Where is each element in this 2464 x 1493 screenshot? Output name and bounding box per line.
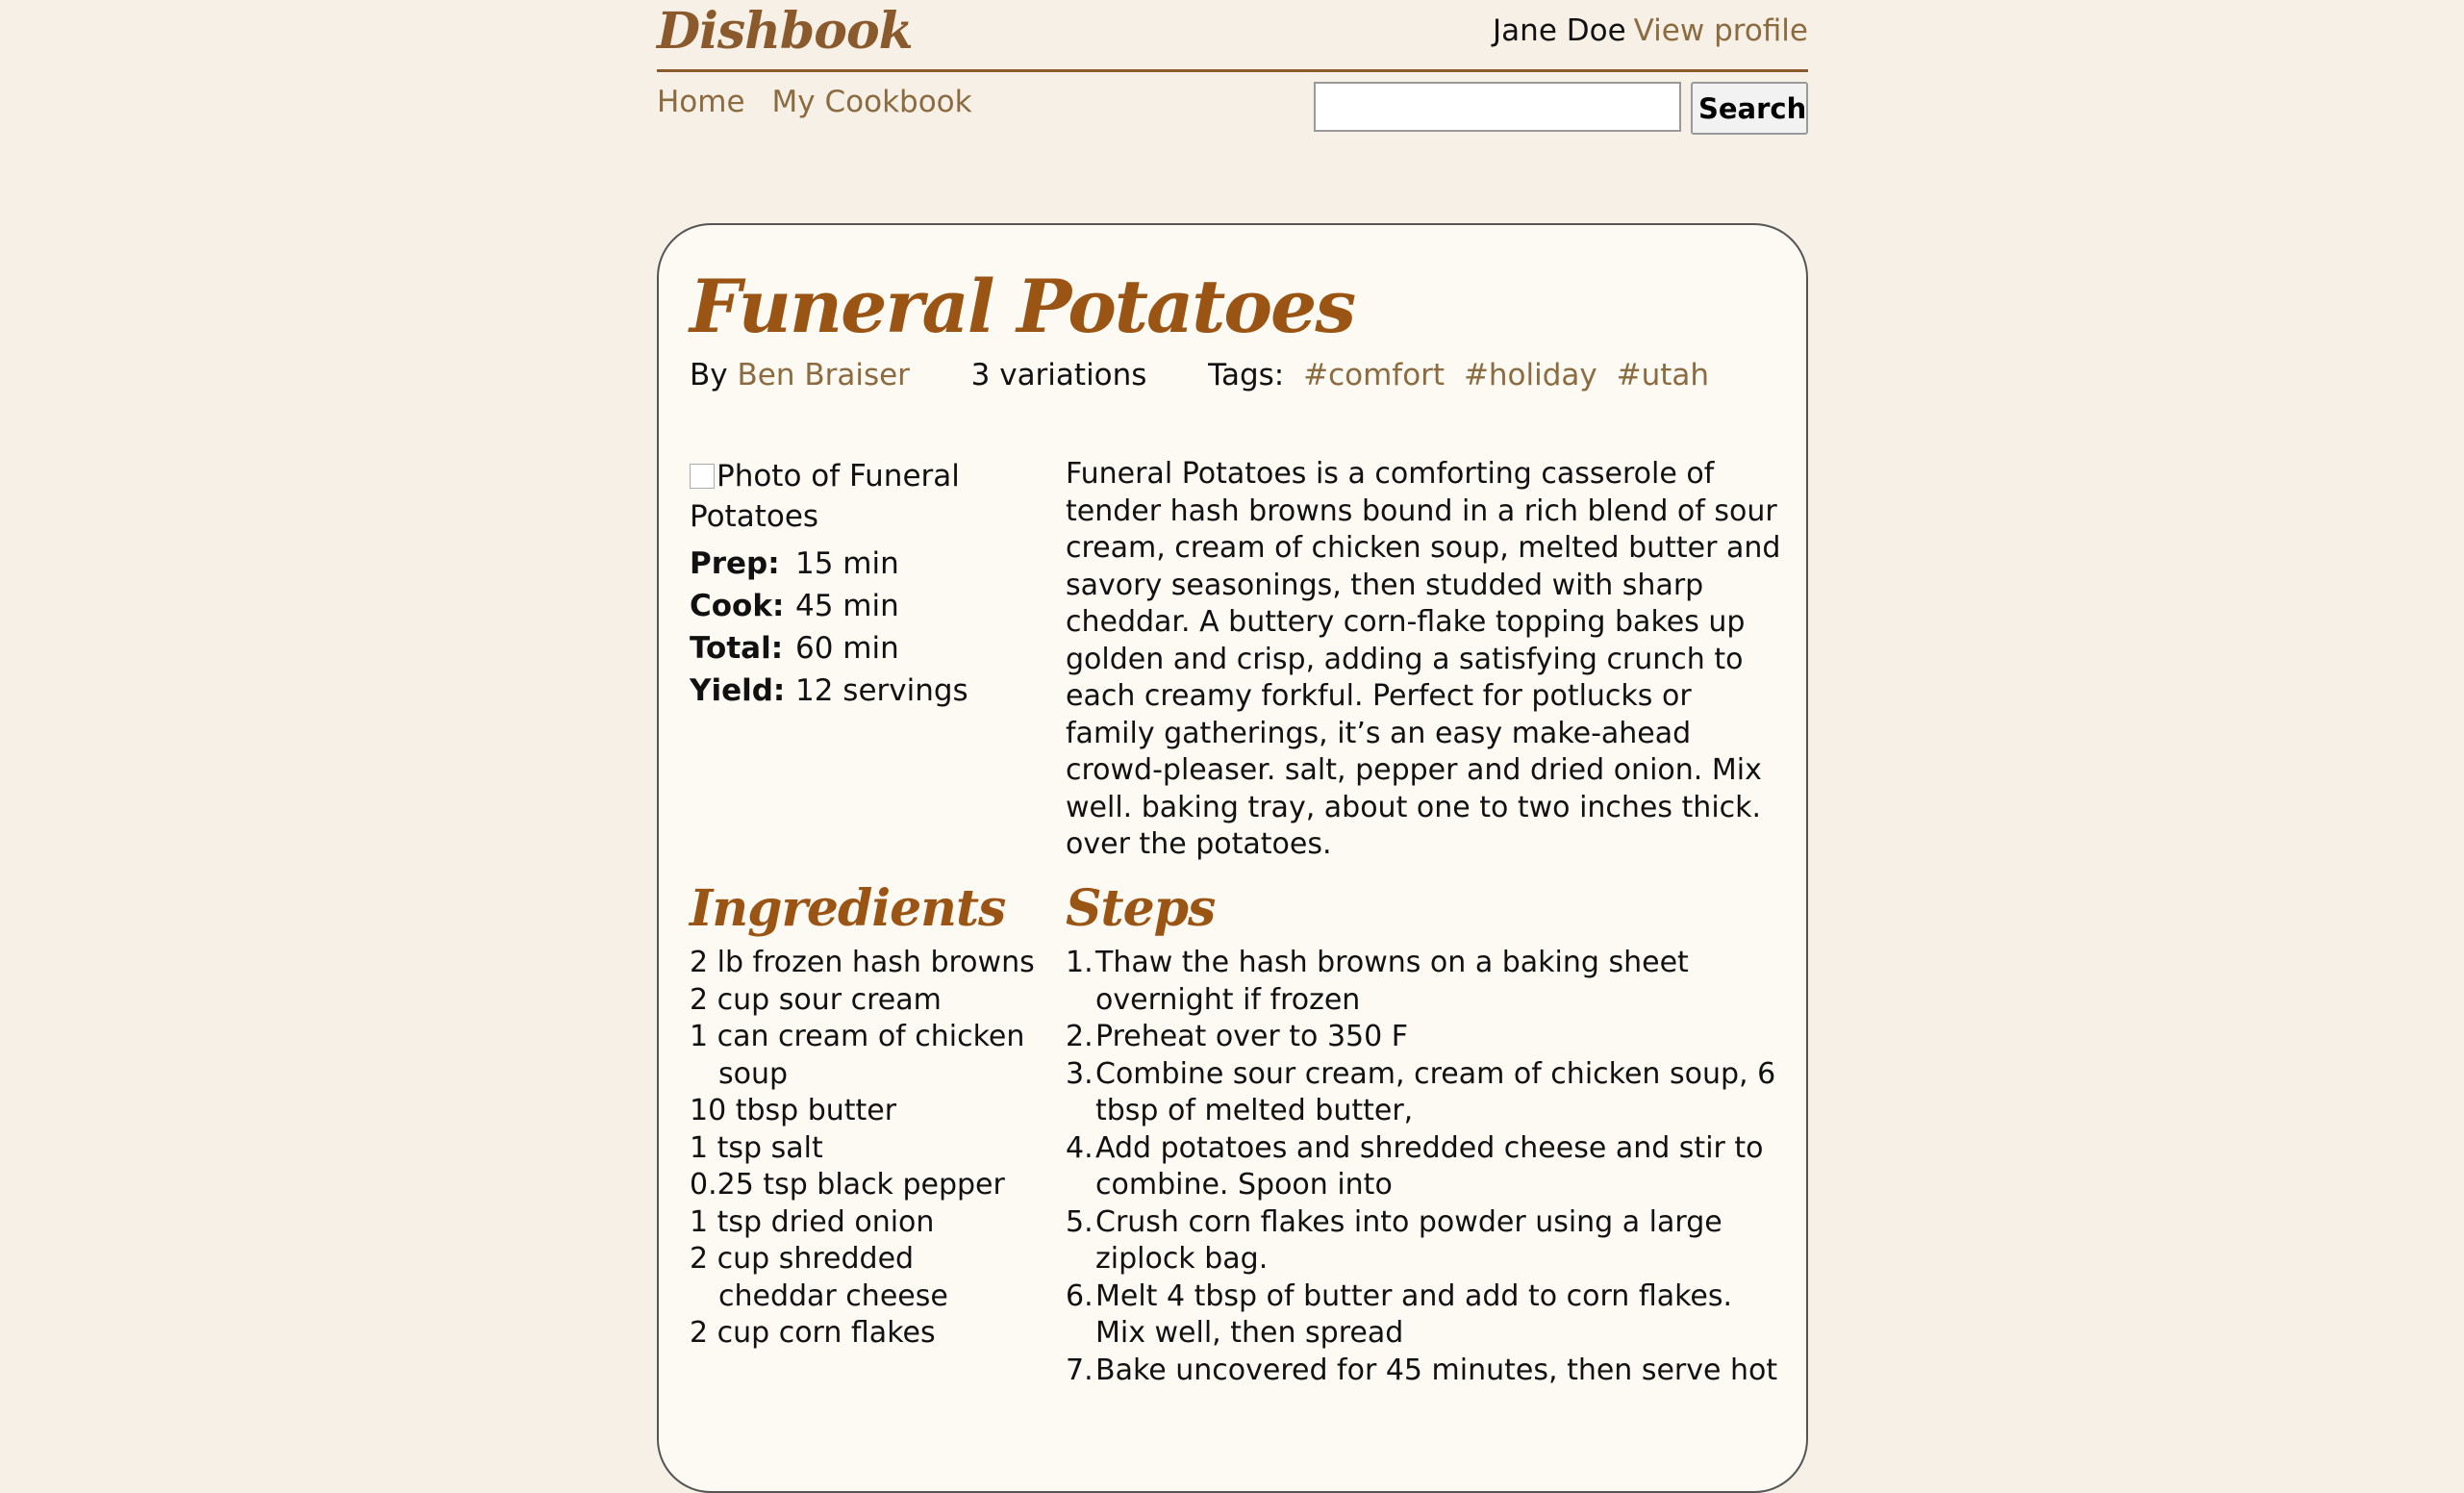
tag-link[interactable]: #utah xyxy=(1616,358,1710,392)
time-label: Total: xyxy=(690,631,784,666)
ingredient-item: 10 tbsp butter xyxy=(690,1094,897,1127)
recipe-description: Funeral Potatoes is a comforting casserole of tender hash browns bound in a rich blend of sour cream, cream of chicken soup, melted butter and savory seasonings, then studded with sharp cheddar. A buttery corn-flake topping bakes up golden and crisp, adding a satisfying crunch to each creamy forkful. Perfect for potlucks or family gatherings, it’s an easy make-ahead crowd-pleaser. salt, pepper and dried onion. Mix well. baking tray, about one to two inches thick. over the potatoes. xyxy=(1066,457,1781,861)
search-button[interactable]: Search xyxy=(1691,82,1808,135)
step-number: 3. xyxy=(1066,1056,1094,1091)
ingredient-item: 2 cup corn flakes xyxy=(690,1316,936,1350)
search-input[interactable] xyxy=(1314,82,1681,132)
tag-link[interactable]: #holiday xyxy=(1463,358,1597,392)
brand-logo[interactable]: Dishbook xyxy=(657,2,913,61)
user-name: Jane Doe xyxy=(1493,13,1626,48)
step-text: Thaw the hash browns on a baking sheet overnight if frozen xyxy=(1095,946,1689,1017)
steps-heading: Steps xyxy=(1066,879,1216,938)
recipe-card xyxy=(657,223,1808,1493)
ingredients-heading: Ingredients xyxy=(690,879,1006,938)
step-number: 4. xyxy=(1066,1130,1094,1165)
time-value: 15 min xyxy=(795,546,899,581)
step-item xyxy=(1066,1130,1787,1204)
time-value: 45 min xyxy=(795,589,899,623)
broken-image-icon xyxy=(690,464,715,489)
step-item xyxy=(1066,1353,1787,1390)
recipe-photo-alt: Photo of Funeral Potatoes xyxy=(690,459,960,534)
time-label: Yield: xyxy=(690,673,786,708)
ingredient-item: 1 can cream of chicken soup xyxy=(690,1020,1025,1091)
step-item xyxy=(1066,1204,1787,1278)
by-label: By xyxy=(690,358,728,392)
main-nav xyxy=(657,85,999,119)
time-label: Cook: xyxy=(690,589,785,623)
recipe-photo xyxy=(690,456,1036,537)
time-label: Prep: xyxy=(690,546,780,581)
step-item xyxy=(1066,945,1787,1019)
author-link[interactable]: Ben Braiser xyxy=(737,358,910,392)
step-text: Melt 4 tbsp of butter and add to corn flakes. Mix well, then spread xyxy=(1095,1278,1733,1350)
time-value: 12 servings xyxy=(795,673,968,708)
time-row xyxy=(690,670,968,712)
tag-link[interactable]: #comfort xyxy=(1303,358,1446,392)
step-item xyxy=(1066,1278,1787,1353)
ingredient-item: 1 tsp dried onion xyxy=(690,1204,935,1239)
step-text: Bake uncovered for 45 minutes, then serve hot xyxy=(1095,1353,1778,1387)
time-row xyxy=(690,585,968,627)
ingredient-item: 2 cup sour cream xyxy=(690,982,942,1017)
step-text: Combine sour cream, cream of chicken soup, 6 tbsp of melted butter, xyxy=(1095,1056,1776,1127)
step-number: 1. xyxy=(1066,946,1094,979)
recipe-times xyxy=(690,543,968,712)
step-text: Preheat over to 350 F xyxy=(1095,1020,1408,1053)
step-number: 6. xyxy=(1066,1278,1094,1313)
step-number: 5. xyxy=(1066,1204,1094,1239)
step-number: 2. xyxy=(1066,1020,1094,1053)
recipe-meta xyxy=(690,358,1709,392)
recipe-info-column xyxy=(690,456,1036,712)
time-value: 60 min xyxy=(795,631,899,666)
header-divider xyxy=(657,69,1808,72)
ingredient-item: 2 cup shredded cheddar cheese xyxy=(690,1242,948,1313)
view-profile-link[interactable]: View profile xyxy=(1633,13,1808,48)
ingredient-item: 0.25 tsp black pepper xyxy=(690,1168,1005,1202)
step-text: Crush corn flakes into powder using a large ziplock bag. xyxy=(1095,1204,1722,1276)
step-text: Add potatoes and shredded cheese and stir to combine. Spoon into xyxy=(1095,1130,1764,1202)
ingredient-item: 2 lb frozen hash browns xyxy=(690,946,1035,979)
time-row xyxy=(690,627,968,670)
step-number: 7. xyxy=(1066,1353,1094,1387)
step-item xyxy=(1066,1056,1787,1130)
time-row xyxy=(690,543,968,585)
step-item xyxy=(1066,1019,1787,1056)
nav-my-cookbook-link[interactable]: My Cookbook xyxy=(771,85,972,119)
variations-count[interactable]: 3 variations xyxy=(970,358,1147,392)
tags-label: Tags: xyxy=(1208,358,1285,392)
user-area xyxy=(1493,13,1808,48)
steps-list xyxy=(1066,945,1787,1389)
recipe-title: Funeral Potatoes xyxy=(690,264,1355,349)
nav-home-link[interactable]: Home xyxy=(657,85,745,119)
ingredients-list xyxy=(690,945,1036,1353)
ingredient-item: 1 tsp salt xyxy=(690,1130,823,1165)
